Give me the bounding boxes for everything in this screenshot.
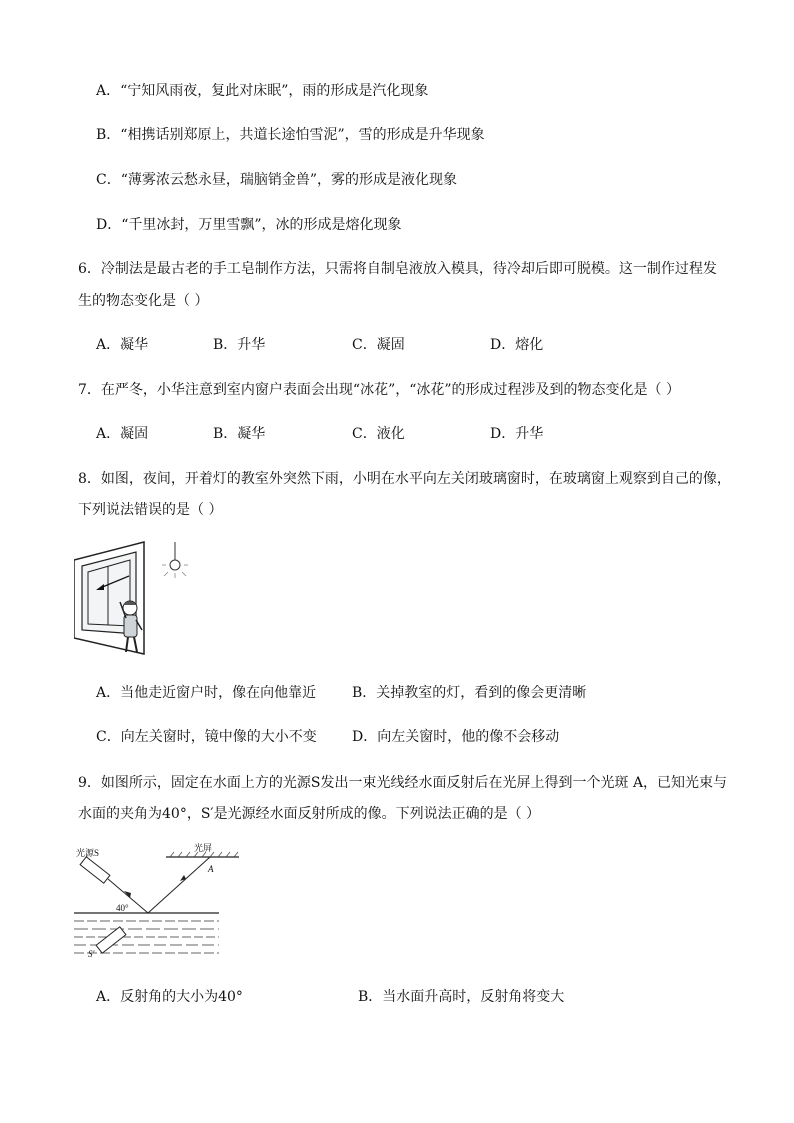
q7-option-b: B．凝华 [213,426,266,442]
q6-option-a: A．凝华 [96,337,149,353]
q6-stem-line2: 生的物态变化是（ ） [78,293,209,309]
q8-stem-line1: 8．如图，夜间，开着灯的教室外突然下雨，小明在水平向左关闭玻璃窗时，在玻璃窗上观察到自己的像， [78,471,731,487]
q9-stem-line1: 9．如图所示，固定在水面上方的光源S发出一束光线经水面反射后在光屏上得到一个光斑 A，已知光束与 [78,775,728,791]
q6-option-c: C．凝固 [352,337,405,353]
q7-option-c: C．液化 [352,426,405,442]
q8-option-d: D．向左关窗时，他的像不会移动 [352,729,560,745]
screen-label: 光屏 [194,843,213,853]
incident-arrow [124,891,131,898]
q7-option-d: D．升华 [490,426,544,442]
reflection-figure [74,843,244,963]
window-figure [74,538,194,658]
q8-option-b: B．关掉教室的灯，看到的像会更清晰 [352,685,587,701]
boy-body [124,615,137,637]
q8-option-c: C．向左关窗时，镜中像的大小不变 [96,729,317,745]
q8-option-a: A．当他走近窗户时，像在向他靠近 [96,685,317,701]
q9-option-b: B．当水面升高时，反射角将变大 [358,989,565,1005]
reflected-ray [148,857,210,913]
q9-stem-line2: 水面的夹角为40°，S′是光源经水面反射所成的像。下列说法正确的是（ ） [78,806,541,822]
q5-option-c: C．“薄雾浓云愁永昼，瑞脑销金兽”，雾的形成是液化现象 [96,172,458,188]
q8-stem-line2: 下列说法错误的是（ ） [78,502,223,518]
q5-option-b: B．“相携话别郑原上，共道长途怕雪泥”，雪的形成是升华现象 [96,127,485,143]
lamp-bulb-icon [170,560,180,570]
q5-option-a: A．“宁知风雨夜，复此对床眠”，雨的形成是汽化现象 [96,83,429,99]
q5-option-d: D．“千里冰封，万里雪飘”，冰的形成是熔化现象 [96,217,402,233]
q6-stem-line1: 6．冷制法是最古老的手工皂制作方法，只需将自制皂液放入模具，待冷却后即可脱模。这一制作过程发 [78,261,717,277]
q7-option-a: A．凝固 [96,426,149,442]
q7-stem: 7．在严冬，小华注意到室内窗户表面会出现“冰花”，“冰花”的形成过程涉及到的物态变化是（ ） [78,382,680,398]
light-source [80,857,110,883]
source-label: 光源S [76,848,100,858]
spot-label: A [208,864,214,874]
q9-option-a: A．反射角的大小为40° [96,989,243,1005]
angle-label: 40° [116,903,129,913]
q6-option-d: D．熔化 [490,337,544,353]
q6-option-b: B．升华 [213,337,266,353]
image-label: S′ [88,949,95,959]
water-lines [74,921,219,953]
image-source [96,927,126,953]
